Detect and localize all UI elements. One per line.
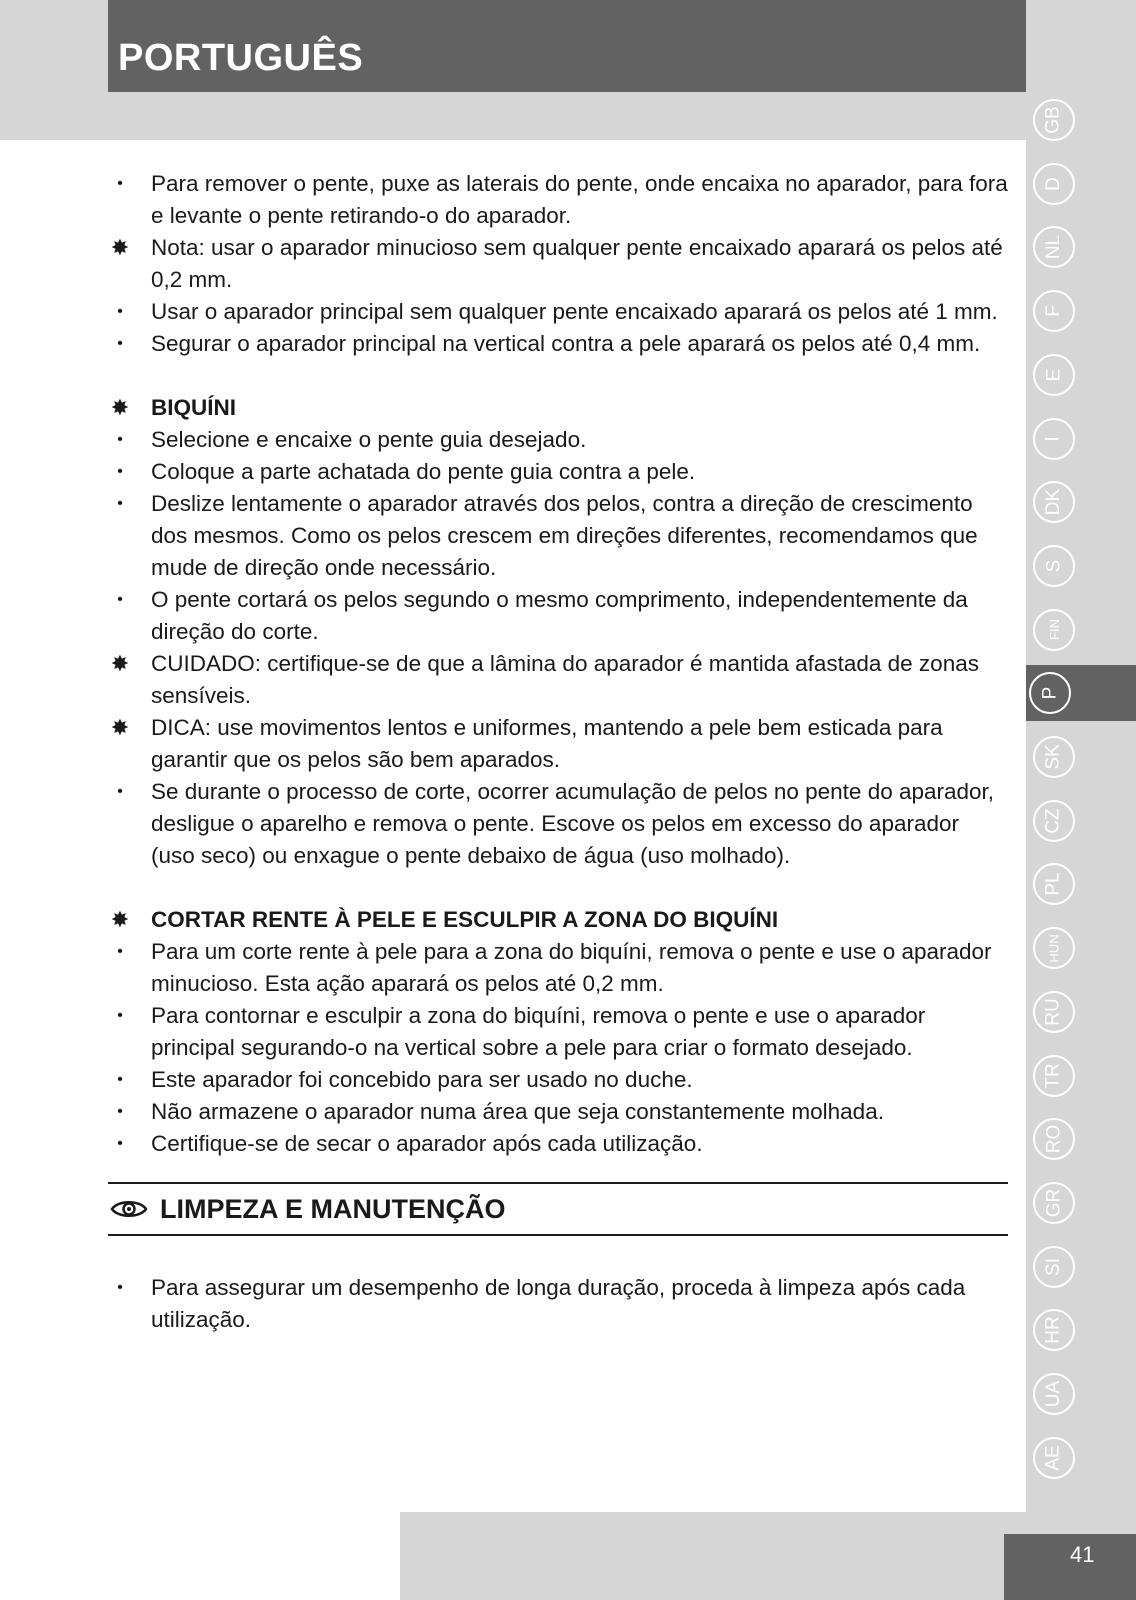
list-item [108,1096,1008,1128]
language-code: F [1042,305,1064,317]
list-item-text: Nota: usar o aparador minucioso sem qualquer pente encaixado aparará os pelos até 0,2 mm. [151,235,1003,292]
bullet-icon: • [117,1279,123,1296]
language-code: GR [1043,1188,1064,1218]
language-code: S [1043,559,1064,573]
title-bar [108,0,1026,92]
language-badge [1033,1118,1075,1160]
bullet-icon: • [117,335,123,352]
language-tab-ru[interactable] [1029,984,1079,1040]
bullet-icon: • [117,303,123,320]
language-tab-hun[interactable] [1029,920,1079,976]
list-item [108,456,1008,488]
bullet-icon: • [117,175,123,192]
language-badge [1033,1182,1075,1224]
bullet-icon: • [117,1103,123,1120]
list-item [108,648,1008,712]
language-badge [1033,863,1075,905]
bullet-icon: • [117,591,123,608]
language-badge [1033,609,1075,651]
language-tab-d[interactable] [1029,156,1079,212]
list-item-text: Para remover o pente, puxe as laterais do pente, onde encaixa no aparador, para fora e levante o pente retirando-o do aparador. [151,171,1008,228]
language-code: UA [1043,1380,1064,1408]
language-tab-dk[interactable] [1029,474,1079,530]
language-code: FIN [1046,619,1062,641]
list-item-text: Não armazene o aparador numa área que seja constantemente molhada. [151,1099,884,1124]
language-tab-sk[interactable] [1029,729,1079,785]
language-code: TR [1042,1062,1064,1089]
language-badge [1029,672,1071,714]
language-code: RU [1042,998,1064,1026]
bullet-icon: • [117,1135,123,1152]
language-tab-hr[interactable] [1029,1302,1079,1358]
list-item-text: Se durante o processo de corte, ocorrer acumulação de pelos no pente do aparador, desligue o aparelho e remova o pente. Escove os pelos em excesso do aparador (uso seco) ou enxague o pente debaixo de água (uso molhado). [151,779,995,868]
list-item [108,1000,1008,1064]
language-badge [1033,991,1075,1033]
list-item [108,1128,1008,1160]
star-note-icon: ✸ [110,235,130,260]
language-tab-ua[interactable] [1029,1366,1079,1422]
language-tab-e[interactable] [1029,347,1079,403]
list-item [108,488,1008,584]
language-code: CZ [1042,808,1064,834]
bullet-icon: • [117,431,123,448]
language-badge [1033,99,1075,141]
list-item [108,712,1008,776]
language-code: GB [1042,106,1064,134]
language-tab-gb[interactable] [1029,92,1079,148]
list-item-text: Selecione e encaixe o pente guia desejado. [151,427,587,452]
language-badge [1033,1055,1075,1097]
bullet-icon: • [117,783,123,800]
list-item-text: Para contornar e esculpir a zona do biquíni, remova o pente e use o aparador principal segurando-o na vertical sobre a pele para criar o formato desejado. [151,1003,926,1060]
language-badge [1033,927,1075,969]
language-code: SK [1042,744,1064,770]
bullet-icon: • [117,463,123,480]
list-item-text: Segurar o aparador principal na vertical contra a pele aparará os pelos até 0,4 mm. [151,331,981,356]
paragraph-gap [108,872,1008,904]
eye-icon [110,1197,148,1221]
language-code: D [1042,176,1064,191]
language-code: I [1043,435,1064,442]
language-tab-si[interactable] [1029,1239,1079,1295]
instruction-list [108,168,1008,1160]
language-code: AE [1042,1445,1064,1471]
language-badge [1033,163,1075,205]
list-item-text: DICA: use movimentos lentos e uniformes, mantendo a pele bem esticada para garantir que os pelos são bem aparados. [151,715,943,772]
list-item-text: Deslize lentamente o aparador através dos pelos, contra a direção de crescimento dos mesmos. Como os pelos crescem em direções diferentes, recomendamos que mude de direção onde necessário. [151,491,978,580]
language-badge [1033,354,1075,396]
language-code: SI [1042,1257,1064,1276]
bullet-icon: • [117,495,123,512]
list-item-text: Este aparador foi concebido para ser usado no duche. [151,1067,693,1092]
star-note-icon: ✸ [110,715,130,740]
bullet-icon: • [117,1071,123,1088]
bullet-icon: • [117,943,123,960]
list-item-text: Para assegurar um desempenho de longa duração, proceda à limpeza após cada utilização. [151,1275,966,1332]
language-code: HR [1042,1316,1064,1345]
subsection-heading-text: CORTAR RENTE À PELE E ESCULPIR A ZONA DO BIQUÍNI [151,907,779,932]
section-header [108,1182,1008,1236]
list-item [108,168,1008,232]
main-content [108,168,1008,1336]
language-badge [1033,736,1075,778]
language-code: NL [1042,235,1064,260]
language-tab-pl[interactable] [1029,856,1079,912]
language-tab-cz[interactable] [1029,793,1079,849]
list-item [108,584,1008,648]
language-code: E [1043,368,1064,382]
language-tab-i[interactable] [1029,411,1079,467]
list-item [108,1272,1008,1336]
list-item [108,1064,1008,1096]
language-badge [1033,226,1075,268]
list-item [108,936,1008,1000]
list-item-text: O pente cortará os pelos segundo o mesmo comprimento, independentemente da direção do corte. [151,587,968,644]
language-badge [1033,1437,1075,1479]
language-tab-ae[interactable] [1029,1430,1079,1486]
list-item [108,232,1008,296]
star-note-icon: ✸ [110,395,130,420]
list-item-text: Certifique-se de secar o aparador após cada utilização. [151,1131,703,1156]
language-badge [1033,418,1075,460]
star-note-icon: ✸ [110,651,130,676]
language-badge [1033,481,1075,523]
language-code: DK [1043,488,1064,516]
subsection-heading [108,904,1008,936]
list-item [108,328,1008,360]
language-badge [1033,290,1075,332]
bullet-icon: • [117,1007,123,1024]
language-tab-f[interactable] [1029,283,1079,339]
language-badge [1033,1373,1075,1415]
language-tab-tr[interactable] [1029,1048,1079,1104]
language-code: PL [1043,872,1064,897]
paragraph-gap [108,360,1008,392]
language-tab-nl[interactable] [1029,219,1079,275]
language-code: P [1039,686,1060,700]
list-item-text: Coloque a parte achatada do pente guia contra a pele. [151,459,696,484]
language-tab-gr[interactable] [1029,1175,1079,1231]
list-item-text: Para um corte rente à pele para a zona do biquíni, remova o pente e use o aparador minucioso. Esta ação aparará os pelos até 0,2 mm. [151,939,992,996]
language-tab-p[interactable] [1026,665,1136,721]
language-badge [1033,1246,1075,1288]
list-item [108,424,1008,456]
language-tab-ro[interactable] [1029,1111,1079,1167]
list-item-text: CUIDADO: certifique-se de que a lâmina do aparador é mantida afastada de zonas sensíveis. [151,651,979,708]
star-note-icon: ✸ [110,907,130,932]
language-code: HUN [1046,934,1062,963]
list-item [108,296,1008,328]
language-badge [1033,800,1075,842]
subsection-heading-text: BIQUÍNI [151,395,237,420]
language-tab-fin[interactable] [1029,602,1079,658]
list-item [108,776,1008,872]
cleaning-instruction-list [108,1272,1008,1336]
language-code: RO [1043,1124,1064,1154]
page-title: PORTUGUÊS [118,37,364,79]
section-title: LIMPEZA E MANUTENÇÃO [160,1194,506,1224]
page-number: 41 [1070,1542,1095,1567]
language-tab-s[interactable] [1029,538,1079,594]
language-badge [1033,545,1075,587]
language-badge [1033,1309,1075,1351]
list-item-text: Usar o aparador principal sem qualquer pente encaixado aparará os pelos até 1 mm. [151,299,998,324]
subsection-heading [108,392,1008,424]
